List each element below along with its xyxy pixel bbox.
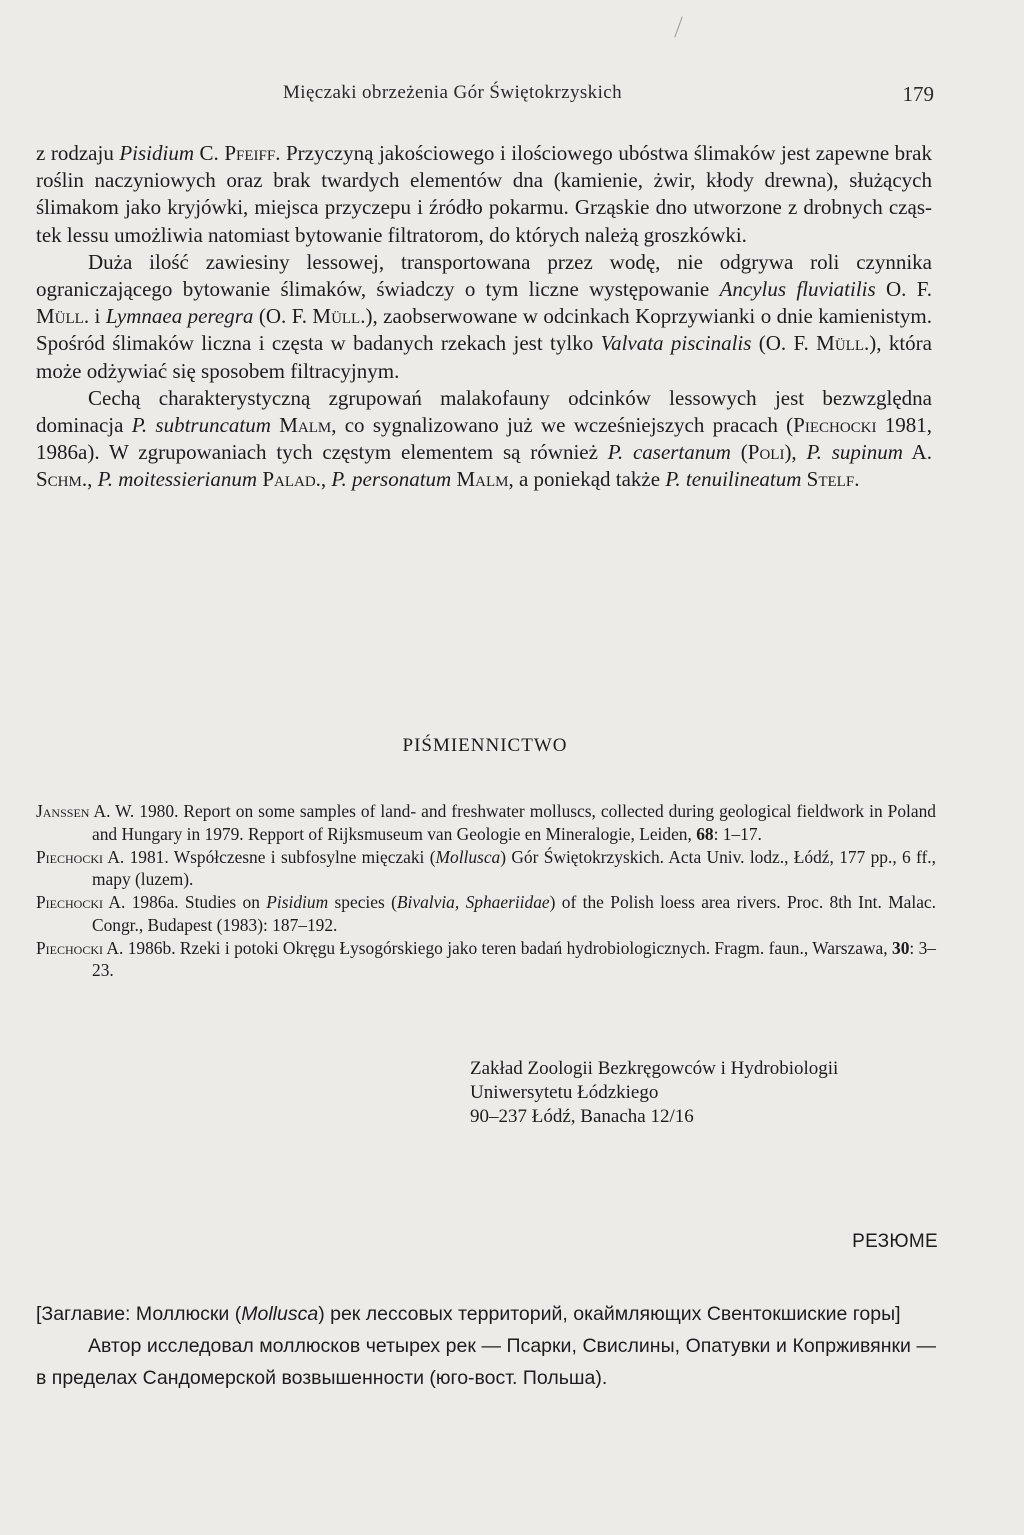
text-span: Cechą charakterystyczną zgrupowań malakofauny odcinków lessowych jest bezwzględna dominacja [36,385,932,438]
author-name: Malm [456,467,509,492]
text-span: , a poniekąd także [508,467,666,492]
taxon-name: Bivalvia, Sphaeriidae [396,892,550,912]
text-span: C. [194,141,225,165]
references-heading: PIŚMIENNICTWO [402,735,568,756]
text-span: .), zaobserwowane w odcinkach Koprzywianki o dnie kamienistym. Spośród ślimaków liczna i częsta w badanych rzekach jest tylko [36,304,932,356]
author-name: Müll [816,331,864,356]
text-span: ( [730,440,748,465]
reference-author: Piechocki [36,846,103,867]
author-name: Stelf [806,467,855,492]
text-span: ., [81,467,98,492]
species-name: P. supinum [806,440,903,465]
taxon-name: Mollusca [241,1303,319,1325]
reference-author: Piechocki [36,892,103,912]
text-span: ) Gór Świętokrzyskich. Acta Univ. lodz., Łódź, 177 pp., 6 ff., mapy (luzem). [92,846,936,889]
text-span: A. 1986a. Studies on [103,892,267,912]
text-span: ) рек лессовых территорий, окаймляющих Свентокшиские горы] [318,1303,901,1325]
reference-author: Janssen [36,801,90,821]
text-span: z rodzaju [36,141,120,165]
reference-item [36,800,936,845]
author-name: Palad [262,467,316,492]
text-span: . [854,467,860,492]
resume-title [36,1298,936,1330]
text-span: A. 1981. Współczesne i subfosylne mięczaki ( [103,846,436,867]
species-name: P. casertanum [607,440,731,465]
paragraph-1 [36,140,932,249]
resume-text [36,1298,936,1394]
reference-list [36,800,936,982]
text-span: A. 1986b. Rzeki i potoki Okręgu Łysogórskiego jako teren badań hydrobiologicznych. Fragm. faun., Warszawa, [103,937,892,958]
text-span: ) of the Polish loess area rivers. Proc. 8th Int. Malac. Congr., Budapest (1983): 187–192. [92,892,936,935]
text-span: .), która może odżywiać się sposobem filtracyjnym. [36,331,932,383]
text-span: : 1–17. [713,823,762,844]
text-span: Duża ilość zawiesiny lessowej, transportowana przez wodę, nie odgrywa roli czynnika ograniczającego bytowanie ślimaków, świadczy o tym liczne występowanie [36,249,932,302]
taxon-name: Mollusca [435,846,501,867]
text-span: ., [315,467,332,492]
affiliation-line: Zakład Zoologii Bezkręgowców i Hydrobiologii [470,1058,839,1079]
scan-mark [674,16,682,37]
affiliation-line: Uniwersytetu Łódzkiego [470,1082,659,1103]
affiliation [470,1057,838,1129]
species-name: P. subtruncatum [131,413,271,438]
species-name: Lymnaea peregra [105,304,254,329]
text-span: 1981, 1986a). W zgrupowaniach tych częstym elementem są również [36,413,933,465]
text-span: . i [83,304,106,329]
reference-item [36,846,936,891]
text-span: A. W. 1980. Report on some samples of land- and freshwater molluscs, collected during geological fieldwork in Poland and Hungary in 1979. Repport of Rijksmuseum van Geologie en Mineralogie, Leiden, [89,801,936,844]
affiliation-line: 90–237 Łódź, Banacha 12/16 [470,1106,694,1127]
reference-item [36,891,936,936]
species-name: Ancylus fluviatilis [719,277,876,302]
volume-number: 68 [696,823,714,844]
species-name: Valvata piscinalis [600,331,752,356]
text-span: O. F. [875,277,933,302]
reference-item [36,937,936,982]
species-name: P. personatum [331,467,452,492]
resume-paragraph: Автор исследовал моллюсков четырех рек — Псарки, Свислины, Опатувки и Копрживянки — в пределах Сандомерской возвышенности (юго-вост. Польша). [36,1335,936,1389]
author-name: Müll [312,304,361,329]
volume-number: 30 [892,937,910,958]
paragraph-2 [36,249,932,385]
paragraph-3 [36,385,932,494]
page-number: 179 [902,82,934,106]
running-title: Mięczaki obrzeżenia Gór Świętokrzyskich [283,82,622,103]
species-name: P. tenuilineatum [665,467,802,492]
author-name: Poli [747,440,785,465]
text-span [271,413,279,437]
text-span: . Przyczyną jakościowego i ilościowego ubóstwa ślimaków jest zapewne brak roślin naczyniowych oraz brak twardych elementów dna (kamienie, żwir, kłody drewna), służących ślimakom jako kryjówki, miejsca przyczepu i źródło pokarmu. Grząskie dno utworzone z drobnych cząstek lessu umożliwia natomiast bytowanie filtratorom, do których należą groszkówki. [36,141,932,247]
text-span: : 3–23. [92,937,936,980]
author-name: Schm [36,467,82,492]
species-name: P. moitessierianum [97,467,258,492]
text-span: , co sygnalizowano już we wcześniejszych pracach ( [331,413,794,438]
author-name: Malm [279,413,332,438]
genus-name: Pisidium [119,141,195,165]
author-name: Piechocki [793,413,877,438]
text-span: (O. F. [751,331,817,356]
text-span: A. [902,440,932,465]
taxon-name: Pisidium [266,892,329,912]
text-span: (O. F. [253,304,313,329]
text-span: species ( [328,892,397,912]
author-name: Müll [36,304,84,329]
main-text [36,140,932,494]
author-name: Pfeiff [224,141,276,165]
text-span: [Заглавие: Моллюски ( [36,1303,242,1325]
reference-author: Piechocki [36,937,103,958]
resume-heading: РЕЗЮМЕ [852,1231,938,1252]
text-span: ), [784,440,807,465]
